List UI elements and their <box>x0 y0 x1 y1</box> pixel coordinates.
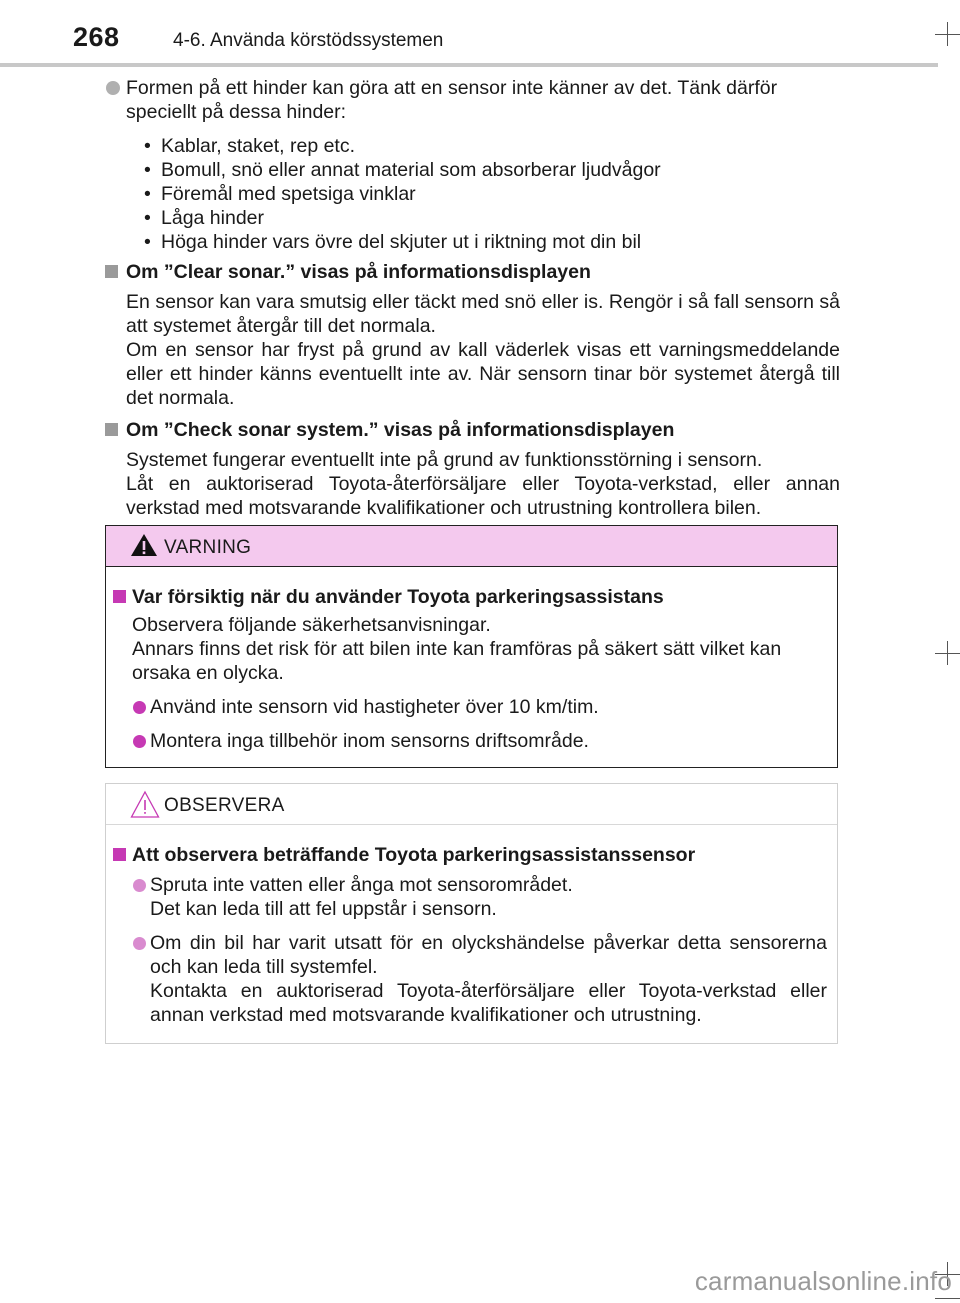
heading-text: Om ”Check sonar system.” visas på informationsdisplayen <box>126 419 675 441</box>
list-item: • Höga hinder vars övre del skjuter ut i riktning mot din bil <box>144 230 840 254</box>
paragraph: Spruta inte vatten eller ånga mot sensorområdet. <box>150 874 573 896</box>
notice-heading <box>113 843 827 867</box>
square-bullet-icon <box>105 423 118 436</box>
warning-triangle-icon <box>130 532 158 558</box>
paragraph: Om en sensor har fryst på grund av kall väderlek visas ett varningsmeddelande eller ett hinder känns eventuellt inte av. När sensorn tinar bör systemet återgå till det normala. <box>126 339 840 409</box>
list-item: • Bomull, snö eller annat material som absorberar ljudvågor <box>144 158 840 182</box>
paragraph: Systemet fungerar eventuellt inte på grund av funktionsstörning i sensorn. <box>126 449 763 471</box>
list-item <box>113 931 827 1027</box>
obstacle-list <box>144 134 840 254</box>
page-number: 268 <box>73 22 120 52</box>
bullet-dot-icon <box>133 879 146 892</box>
bullet-dot-icon <box>133 735 146 748</box>
heading-text: Om ”Clear sonar.” visas på informationsdisplayen <box>126 261 591 283</box>
warning-body <box>106 567 837 753</box>
section-title: 4-6. Använda körstödssystemen <box>173 30 444 51</box>
bullet-dot-icon <box>133 937 146 950</box>
warning-paragraphs <box>113 613 827 685</box>
heading-text: Att observera beträffande Toyota parkeringsassistanssensor <box>132 844 696 866</box>
list-item <box>113 729 827 753</box>
warning-title: VARNING <box>164 537 252 558</box>
check-sonar-heading <box>104 418 840 442</box>
check-sonar-body <box>104 448 840 520</box>
warning-box <box>105 525 838 768</box>
paragraph: Det kan leda till att fel uppstår i sensorn. <box>150 898 497 920</box>
square-bullet-icon <box>113 590 126 603</box>
list-item: • Låga hinder <box>144 206 840 230</box>
item-text: Montera inga tillbehör inom sensorns driftsområde. <box>150 730 589 752</box>
intro-text: Formen på ett hinder kan göra att en sensor inte känner av det. Tänk därför speciellt på dessa hinder: <box>126 77 778 123</box>
list-item: • Föremål med spetsiga vinklar <box>144 182 840 206</box>
main-content <box>104 72 840 520</box>
intro-item <box>104 76 840 124</box>
bullet-dot-icon <box>133 701 146 714</box>
warning-header <box>106 526 837 567</box>
watermark-text: carmanualsonline.info <box>694 1266 952 1296</box>
notice-header <box>106 784 837 825</box>
heading-text: Var försiktig när du använder Toyota parkeringsassistans <box>132 586 664 608</box>
clear-sonar-heading <box>104 260 840 284</box>
list-item: • Kablar, staket, rep etc. <box>144 134 840 158</box>
list-item <box>113 695 827 719</box>
bullet-dot-icon <box>106 81 120 95</box>
paragraph: Observera följande säkerhetsanvisningar. <box>132 614 491 636</box>
header-rule <box>0 63 938 67</box>
list-item <box>113 873 827 921</box>
page-header <box>0 0 960 64</box>
item-text: Använd inte sensorn vid hastigheter över 10 km/tim. <box>150 696 599 718</box>
notice-box <box>105 783 838 1044</box>
square-bullet-icon <box>105 265 118 278</box>
paragraph: Kontakta en auktoriserad Toyota-återförsäljare eller Toyota-verkstad eller annan verkstad med motsvarande kvalifikationer och utrustning. <box>150 980 827 1026</box>
warning-heading <box>113 585 827 609</box>
notice-body <box>106 825 837 1027</box>
square-bullet-icon <box>113 848 126 861</box>
paragraph: Låt en auktoriserad Toyota-återförsäljare eller Toyota-verkstad, eller annan verkstad med motsvarande kvalifikationer och utrustning kontrollera bilen. <box>126 473 840 519</box>
notice-title: OBSERVERA <box>164 795 285 816</box>
paragraph: Annars finns det risk för att bilen inte kan framföras på säkert sätt vilket kan orsaka en olycka. <box>132 638 782 684</box>
notice-triangle-icon <box>130 790 160 820</box>
paragraph: En sensor kan vara smutsig eller täckt med snö eller is. Rengör i så fall sensorn så att systemet återgår till det normala. <box>126 291 840 337</box>
clear-sonar-body <box>104 290 840 410</box>
paragraph: Om din bil har varit utsatt för en olyckshändelse påverkar detta sensorerna och kan leda till systemfel. <box>150 932 827 978</box>
